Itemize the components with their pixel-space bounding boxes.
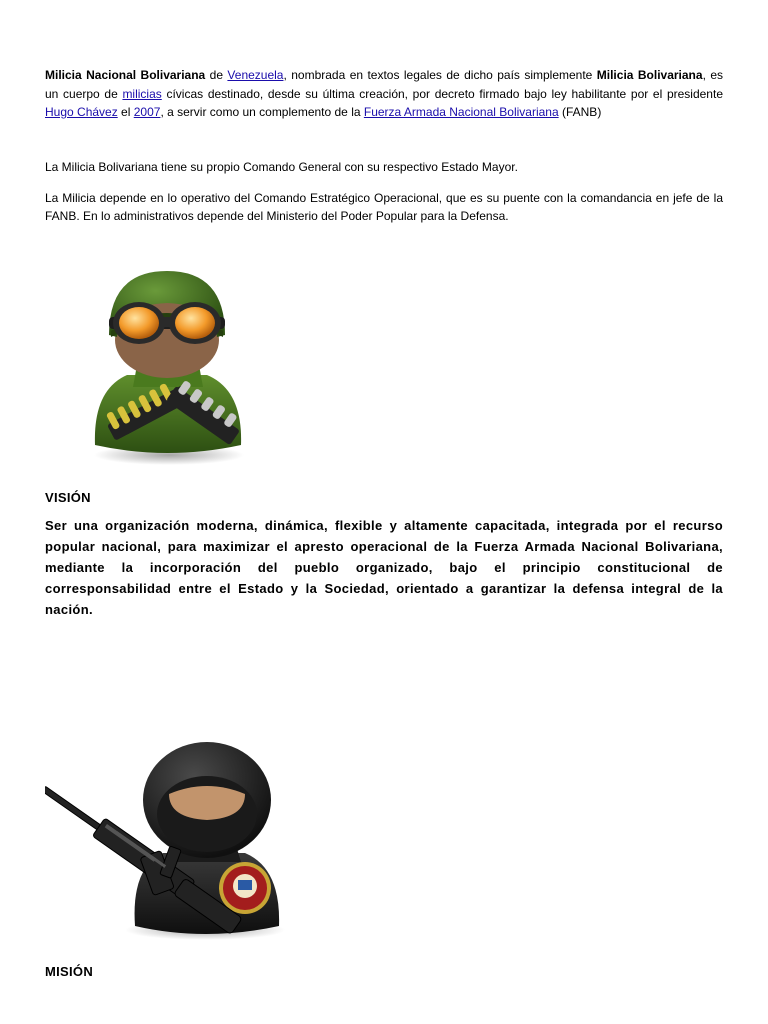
intro-text-1: de (205, 68, 228, 82)
link-fanb[interactable]: Fuerza Armada Nacional Bolivariana (363, 105, 559, 119)
term-milicia-nacional: Milicia Nacional Bolivariana (45, 68, 206, 82)
mision-heading: MISIÓN (45, 964, 94, 979)
vision-heading: VISIÓN (45, 490, 91, 505)
intro-text-2: , nombrada en textos legales de dicho país simplemente (283, 68, 597, 82)
link-2007[interactable]: 2007 (133, 105, 161, 119)
paragraph-comando-general: La Milicia Bolivariana tiene su propio Comando General con su respectivo Estado Mayor. (45, 160, 518, 174)
paragraph-dependencia: La Milicia depende en lo operativo del Comando Estratégico Operacional, que es su puente con la comandancia en jefe de la FANB. En lo administrativos depende del Ministerio del Poder Popular para la Defensa. (45, 191, 723, 223)
vision-paragraph: Ser una organización moderna, dinámica, flexible y altamente capacitada, integrada por el recurso popular nacional, para maximizar el apresto operacional de la Fuerza Armada Nacional Bolivariana, mediante la incorporación del pueblo organizado, bajo el principio constitucional de corresponsabilidad entre el Estado y la Sociedad, orientado a garantizar la defensa integral de la nación. (45, 518, 723, 617)
intro-text-6: , a servir como un complemento de la (160, 105, 364, 119)
intro-text-4: cívicas destinado, desde su última creación, por decreto firmado bajo ley habilitante por el presidente (161, 86, 723, 101)
soldier-goggles-icon (87, 265, 247, 470)
intro-paragraph (45, 66, 723, 122)
term-milicia-bolivariana: Milicia Bolivariana (596, 68, 703, 82)
intro-text-3: , es un cuerpo de (45, 68, 723, 101)
link-venezuela[interactable]: Venezuela (227, 68, 284, 82)
link-hugo-chavez[interactable]: Hugo Chávez (45, 105, 118, 119)
intro-text-5: el (117, 105, 134, 119)
link-milicias[interactable]: milicias (122, 86, 162, 101)
soldier-rifle-icon (45, 738, 305, 943)
intro-text-7: (FANB) (558, 105, 602, 119)
